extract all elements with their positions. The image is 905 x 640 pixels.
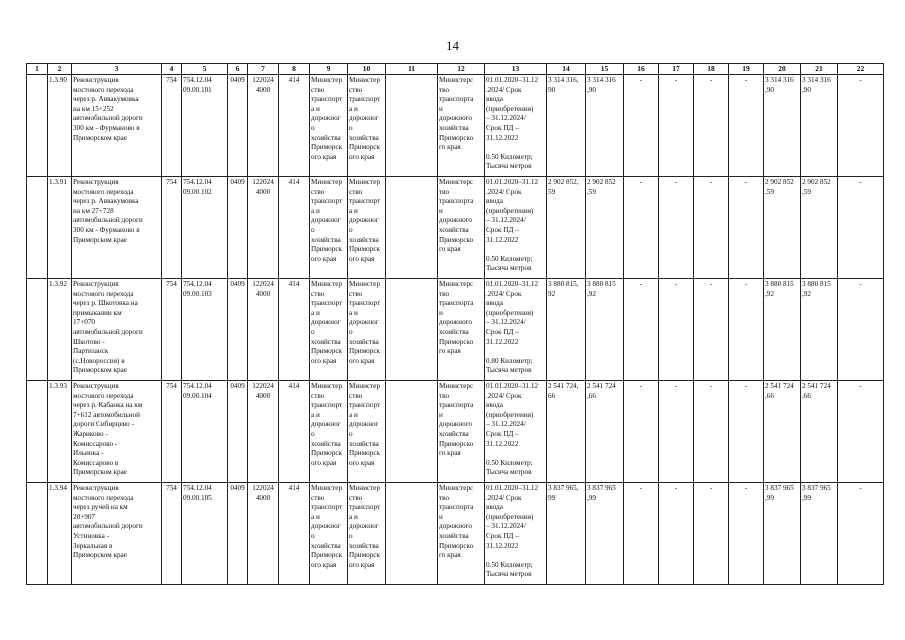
customer-cell: Министер ство транспорт а и дорожног о хозяйства Приморск ого края [310,279,348,381]
header-cell: 3 [72,64,162,75]
col-11-cell [386,177,438,279]
developer-cell: Министер ство транспорт а и дорожног о хозяйства Приморск ого края [348,381,386,483]
target-code-cell: 122024 4000 [248,483,279,585]
header-cell: 9 [310,64,348,75]
year-value-cell: 2 902 852 ,59 [801,177,838,279]
code-cell: 754.12.04 09.00.101 [182,75,228,177]
year-cell: - [624,483,659,585]
dates-capacity-cell: 01.01.2020–31.12 .2024/ Срок ввода (приобретения) – 31.12.2024/ Срок ПД – 31.12.2022 0.50 Километр; Тысяча метров [485,381,547,483]
project-name-cell: Реконструкция мостового перехода через ручей на км 28+907 автомобильной дороги Устиновка - Зеркальная в Приморском крае [72,483,162,585]
header-cell: 21 [801,64,838,75]
section-cell: 0409 [228,279,248,381]
year-cell: - [694,177,729,279]
project-name-cell: Реконструкция мостового перехода через р. Шкотовка на примыкании км 17+070 автомобильной дороги Шкотово - Партизанск (с.Новороссия) в Приморском крае [72,279,162,381]
year-cell: - [659,279,694,381]
code-cell: 754.12.04 09.00.103 [182,279,228,381]
col-1-cell [27,177,48,279]
total-cell: 3 837 965 ,99 [586,483,624,585]
year-value-cell: 3 314 316 ,90 [801,75,838,177]
header-cell: 1 [27,64,48,75]
year-cell: - [624,75,659,177]
year-cell: - [659,381,694,483]
header-cell: 4 [162,64,182,75]
customer-cell: Министер ство транспорт а и дорожног о хозяйства Приморск ого края [310,75,348,177]
col-11-cell [386,279,438,381]
year-cell: - [659,75,694,177]
col-4-cell: 754 [162,177,182,279]
year-cell: - [659,483,694,585]
code-cell: 754.12.04 09.00.102 [182,177,228,279]
target-code-cell: 122024 4000 [248,279,279,381]
project-name-cell: Реконструкция мостового перехода через р. Аввакумовка на км 15+252 автомобильной дороги 300 км - Фурманово в Приморском крае [72,75,162,177]
col-1-cell [27,483,48,585]
header-cell: 5 [182,64,228,75]
total-cell: 3 880 815 ,92 [586,279,624,381]
header-cell: 11 [386,64,438,75]
code-cell: 754.12.04 09.00.105 [182,483,228,585]
col-11-cell [386,381,438,483]
developer-cell: Министер ство транспорт а и дорожног о хозяйства Приморск ого края [348,279,386,381]
target-code-cell: 122024 4000 [248,177,279,279]
header-cell: 10 [348,64,386,75]
year-cell: - [838,381,884,483]
col-4-cell: 754 [162,279,182,381]
row-number-cell: 1.3.91 [48,177,72,279]
section-cell: 0409 [228,75,248,177]
table-row [27,483,884,585]
responsible-cell: Министерс тво транспорта и дорожного хозяйства Приморско го края [438,381,485,483]
year-cell: - [838,483,884,585]
expense-type-cell: 414 [279,279,310,381]
expense-type-cell: 414 [279,75,310,177]
year-cell: - [729,177,764,279]
col-4-cell: 754 [162,381,182,483]
year-value-cell: 3 837 965 ,99 [764,483,801,585]
data-table [26,63,884,585]
year-cell: - [729,483,764,585]
page-number: 14 [446,38,459,53]
year-cell: - [729,279,764,381]
table-row [27,75,884,177]
dates-capacity-cell: 01.01.2020–31.12 .2024/ Срок ввода (приобретения) – 31.12.2024/ Срок ПД – 31.12.2022 0.80 Километр; Тысяча метров [485,279,547,381]
header-cell: 14 [547,64,586,75]
cost-cell: 3 314 316, 90 [547,75,586,177]
header-cell: 17 [659,64,694,75]
header-cell: 22 [838,64,884,75]
year-value-cell: 2 541 724 ,66 [801,381,838,483]
dates-capacity-cell: 01.01.2020–31.12 .2024/ Срок ввода (приобретения) – 31.12.2024/ Срок ПД – 31.12.2022 0.50 Километр; Тысяча метров [485,75,547,177]
year-cell: - [729,75,764,177]
year-cell: - [694,279,729,381]
row-number-cell: 1.3.92 [48,279,72,381]
customer-cell: Министер ство транспорт а и дорожног о хозяйства Приморск ого края [310,381,348,483]
col-4-cell: 754 [162,483,182,585]
year-value-cell: 2 541 724 ,66 [764,381,801,483]
year-value-cell: 3 880 815 ,92 [801,279,838,381]
col-11-cell [386,483,438,585]
row-number-cell: 1.3.90 [48,75,72,177]
header-cell: 13 [485,64,547,75]
customer-cell: Министер ство транспорт а и дорожног о хозяйства Приморск ого края [310,177,348,279]
row-number-cell: 1.3.94 [48,483,72,585]
year-cell: - [624,381,659,483]
section-cell: 0409 [228,177,248,279]
header-cell: 8 [279,64,310,75]
responsible-cell: Министерс тво транспорта и дорожного хозяйства Приморско го края [438,483,485,585]
cost-cell: 3 880 815, 92 [547,279,586,381]
row-number-cell: 1.3.93 [48,381,72,483]
project-name-cell: Реконструкция мостового перехода через р. Кабанка на км 7+612 автомобильной дороги Сибирцево - Жариково - Комиссарово - Ильинка - Комиссарово в Приморском крае [72,381,162,483]
year-cell: - [624,177,659,279]
responsible-cell: Министерс тво транспорта и дорожного хозяйства Приморско го края [438,177,485,279]
year-cell: - [838,177,884,279]
year-cell: - [624,279,659,381]
customer-cell: Министер ство транспорт а и дорожног о хозяйства Приморск ого края [310,483,348,585]
responsible-cell: Министерс тво транспорта и дорожного хозяйства Приморско го края [438,279,485,381]
cost-cell: 2 902 852, 59 [547,177,586,279]
header-cell: 20 [764,64,801,75]
header-cell: 12 [438,64,485,75]
responsible-cell: Министерс тво транспорта и дорожного хозяйства Приморско го края [438,75,485,177]
header-cell: 15 [586,64,624,75]
table-row [27,177,884,279]
dates-capacity-cell: 01.01.2020–31.12 .2024/ Срок ввода (приобретения) – 31.12.2024/ Срок ПД – 31.12.2022 0.50 Километр; Тысяча метров [485,483,547,585]
project-name-cell: Реконструкция мостового перехода через р. Аввакумовка на км 27+728 автомобильной дороги 300 км - Фурманово в Приморском крае [72,177,162,279]
col-1-cell [27,381,48,483]
dates-capacity-cell: 01.01.2020–31.12 .2024/ Срок ввода (приобретения) – 31.12.2024/ Срок ПД – 31.12.2022 0.50 Километр; Тысяча метров [485,177,547,279]
year-value-cell: 2 902 852 ,59 [764,177,801,279]
total-cell: 2 541 724 ,66 [586,381,624,483]
expense-type-cell: 414 [279,483,310,585]
section-cell: 0409 [228,381,248,483]
code-cell: 754.12.04 09.00.104 [182,381,228,483]
year-cell: - [838,279,884,381]
year-cell: - [694,381,729,483]
header-cell: 18 [694,64,729,75]
year-value-cell: 3 837 965 ,99 [801,483,838,585]
total-cell: 3 314 316 ,90 [586,75,624,177]
cost-cell: 2 541 724, 66 [547,381,586,483]
table-row [27,279,884,381]
target-code-cell: 122024 4000 [248,75,279,177]
col-1-cell [27,75,48,177]
target-code-cell: 122024 4000 [248,381,279,483]
developer-cell: Министер ство транспорт а и дорожног о хозяйства Приморск ого края [348,75,386,177]
col-4-cell: 754 [162,75,182,177]
header-cell: 19 [729,64,764,75]
year-value-cell: 3 880 815 ,92 [764,279,801,381]
year-value-cell: 3 314 316 ,90 [764,75,801,177]
expense-type-cell: 414 [279,381,310,483]
year-cell: - [659,177,694,279]
year-cell: - [694,483,729,585]
expense-type-cell: 414 [279,177,310,279]
header-cell: 7 [248,64,279,75]
col-11-cell [386,75,438,177]
col-1-cell [27,279,48,381]
header-cell: 6 [228,64,248,75]
section-cell: 0409 [228,483,248,585]
developer-cell: Министер ство транспорт а и дорожног о хозяйства Приморск ого края [348,483,386,585]
developer-cell: Министер ство транспорт а и дорожног о хозяйства Приморск ого края [348,177,386,279]
year-cell: - [694,75,729,177]
header-row [27,64,884,75]
header-cell: 2 [48,64,72,75]
year-cell: - [838,75,884,177]
header-cell: 16 [624,64,659,75]
cost-cell: 3 837 965, 99 [547,483,586,585]
total-cell: 2 902 852 ,59 [586,177,624,279]
table-row [27,381,884,483]
year-cell: - [729,381,764,483]
